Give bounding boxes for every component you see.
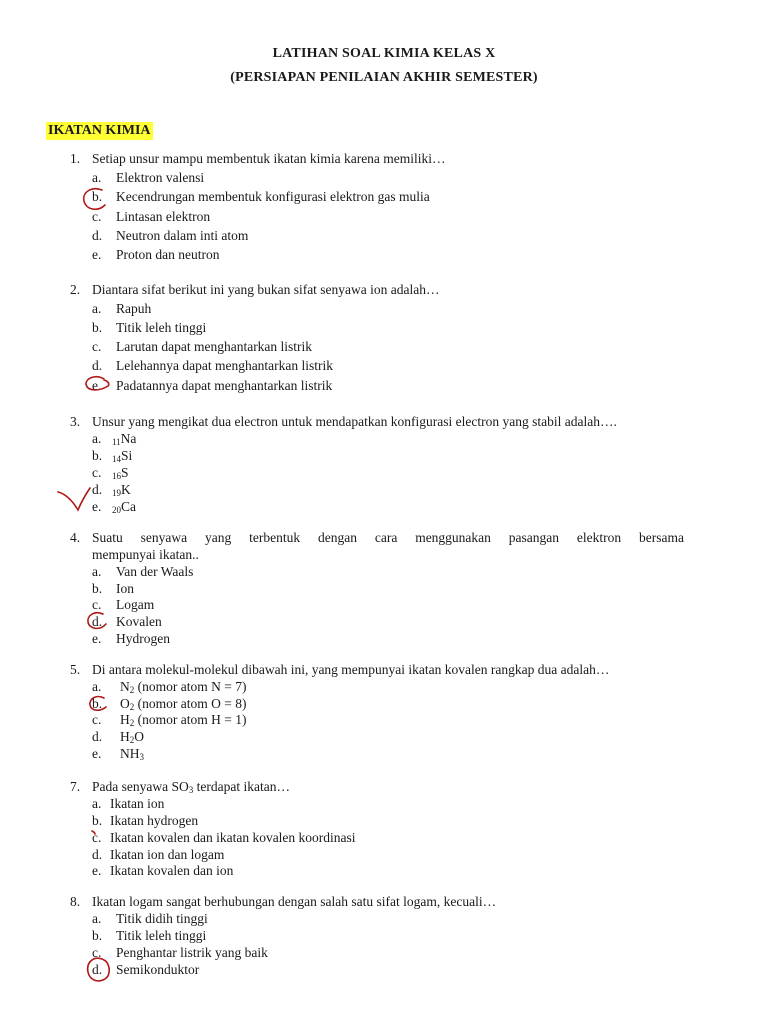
option-text: Logam — [116, 597, 155, 612]
question-number: 7. — [70, 779, 81, 794]
option-7d[interactable] — [92, 846, 224, 863]
option-text: Kovalen — [116, 614, 162, 629]
option-4a[interactable] — [92, 563, 193, 580]
option-letter: c. — [92, 945, 102, 960]
option-letter: d. — [92, 358, 103, 373]
page-title: LATIHAN SOAL KIMIA KELAS X — [272, 46, 496, 61]
question-text: Diantara sifat berikut ini yang bukan sifat senyawa ion adalah… — [92, 282, 440, 297]
option-text: Proton dan neutron — [116, 247, 220, 262]
option-3a[interactable] — [92, 430, 136, 447]
option-letter: c. — [92, 830, 102, 845]
option-text: Neutron dalam inti atom — [116, 228, 249, 243]
option-text: Van der Waals — [116, 564, 194, 579]
option-letter: d. — [92, 614, 103, 629]
option-text: O — [134, 729, 144, 744]
question-number: 5. — [70, 662, 81, 677]
option-text: Ikatan kovalen dan ikatan kovalen koordinasi — [110, 830, 356, 845]
option-letter: c. — [92, 465, 102, 480]
option-3e[interactable] — [92, 498, 136, 515]
option-3d[interactable] — [92, 481, 131, 498]
question-number: 1. — [70, 151, 81, 166]
question-1 — [70, 150, 446, 167]
option-letter: d. — [92, 228, 103, 243]
option-letter: a. — [92, 301, 102, 316]
option-8b[interactable] — [92, 927, 206, 944]
option-text: (nomor atom N = 7) — [134, 679, 247, 694]
question-number: 3. — [70, 414, 81, 429]
formula: O — [120, 696, 130, 711]
option-2c[interactable] — [92, 338, 312, 355]
page-subtitle: (PERSIAPAN PENILAIAN AKHIR SEMESTER) — [230, 70, 538, 85]
formula-subscript: 3 — [139, 752, 144, 762]
question-text: Pada senyawa SO — [92, 779, 189, 794]
formula: N — [120, 679, 130, 694]
option-text: Penghantar listrik yang baik — [116, 945, 268, 960]
formula-subscript: 2 — [129, 735, 135, 745]
option-text: Lelehannya dapat menghantarkan listrik — [116, 358, 334, 373]
option-text: Elektron valensi — [116, 170, 205, 185]
option-letter: e. — [92, 247, 102, 262]
option-letter: e. — [92, 499, 102, 514]
option-text: (nomor atom H = 1) — [134, 712, 247, 727]
option-4e[interactable] — [92, 630, 170, 647]
option-text: (nomor atom O = 8) — [134, 696, 247, 711]
option-text: Rapuh — [116, 301, 152, 316]
option-2d[interactable] — [92, 357, 333, 374]
formula-subscript: 2 — [129, 718, 135, 728]
option-4d[interactable] — [92, 613, 162, 630]
question-8 — [70, 893, 496, 910]
option-1b[interactable] — [92, 188, 430, 205]
option-text: Ca — [121, 499, 136, 514]
option-5d[interactable] — [92, 728, 144, 745]
option-text: K — [121, 482, 131, 497]
option-letter: e. — [92, 378, 102, 393]
option-text: Ikatan kovalen dan ion — [110, 863, 234, 878]
option-3c[interactable] — [92, 464, 129, 481]
option-4c[interactable] — [92, 596, 154, 613]
option-8c[interactable] — [92, 944, 268, 961]
option-letter: a. — [92, 796, 102, 811]
formula-subscript: 2 — [129, 702, 135, 712]
option-letter: a. — [92, 679, 102, 694]
option-letter: b. — [92, 448, 103, 463]
question-7 — [70, 778, 290, 795]
option-letter: b. — [92, 696, 103, 711]
option-1c[interactable] — [92, 208, 210, 225]
option-letter: c. — [92, 597, 102, 612]
question-text: Unsur yang mengikat dua electron untuk mendapatkan konfigurasi electron yang stabil adalah…. — [92, 414, 617, 429]
formula: NH — [120, 746, 140, 761]
option-text: Si — [121, 448, 133, 463]
option-text: S — [121, 465, 129, 480]
answer-check-3e — [58, 488, 90, 510]
option-letter: e. — [92, 746, 102, 761]
question-number: 8. — [70, 894, 81, 909]
question-text: Di antara molekul-molekul dibawah ini, yang mempunyai ikatan kovalen rangkap dua adalah… — [92, 662, 610, 677]
option-letter: c. — [92, 339, 102, 354]
option-text: Ikatan ion dan logam — [110, 847, 225, 862]
atomic-number: 19 — [112, 488, 121, 498]
option-text: Titik leleh tinggi — [116, 928, 207, 943]
option-letter: a. — [92, 170, 102, 185]
question-text-line2: mempunyai ikatan.. — [92, 547, 199, 562]
option-2a[interactable] — [92, 300, 151, 317]
option-7b[interactable] — [92, 812, 198, 829]
option-5a[interactable] — [92, 678, 246, 695]
atomic-number: 16 — [112, 471, 121, 481]
option-letter: d. — [92, 847, 103, 862]
option-7a[interactable] — [92, 795, 164, 812]
question-4-cont — [92, 546, 199, 563]
option-letter: a. — [92, 911, 102, 926]
option-text: Hydrogen — [116, 631, 170, 646]
option-text: Ion — [116, 581, 134, 596]
option-letter: b. — [92, 581, 103, 596]
question-4 — [70, 529, 684, 546]
option-7e[interactable] — [92, 862, 233, 879]
option-letter: b. — [92, 813, 103, 828]
option-letter: d. — [92, 962, 103, 977]
question-text: terdapat ikatan… — [193, 779, 290, 794]
option-text: Larutan dapat menghantarkan listrik — [116, 339, 313, 354]
option-text: Ikatan hydrogen — [110, 813, 199, 828]
option-text: Lintasan elektron — [116, 209, 211, 224]
option-1a[interactable] — [92, 169, 204, 186]
atomic-number: 20 — [112, 505, 121, 515]
question-number: 2. — [70, 282, 81, 297]
option-2e[interactable] — [92, 377, 332, 394]
formula-subscript: 2 — [129, 685, 135, 695]
section-heading: IKATAN KIMIA — [48, 123, 151, 138]
question-text: Ikatan logam sangat berhubungan dengan salah satu sifat logam, kecuali… — [92, 894, 497, 909]
option-4b[interactable] — [92, 580, 134, 597]
option-2b[interactable] — [92, 319, 206, 336]
option-letter: c. — [92, 712, 102, 727]
option-5e[interactable] — [92, 745, 144, 762]
option-text: Semikonduktor — [116, 962, 200, 977]
atomic-number: 11 — [112, 437, 121, 447]
question-2 — [70, 281, 440, 298]
option-text: Titik leleh tinggi — [116, 320, 207, 335]
option-letter: d. — [92, 729, 103, 744]
option-5b[interactable] — [92, 695, 246, 712]
option-8d[interactable] — [92, 961, 199, 978]
option-1d[interactable] — [92, 227, 248, 244]
formula: H — [120, 712, 130, 727]
option-text: Titik didih tinggi — [116, 911, 208, 926]
question-text: Setiap unsur mampu membentuk ikatan kimia karena memiliki… — [92, 151, 446, 166]
question-number: 4. — [70, 530, 81, 545]
option-7c[interactable] — [92, 829, 356, 846]
option-text: Kecendrungan membentuk konfigurasi elektron gas mulia — [116, 189, 430, 204]
option-text: Na — [120, 431, 137, 446]
option-text: Padatannya dapat menghantarkan listrik — [116, 378, 333, 393]
option-letter: b. — [92, 320, 103, 335]
formula-subscript: 3 — [188, 785, 194, 795]
option-letter: e. — [92, 631, 102, 646]
option-letter: b. — [92, 189, 103, 204]
question-5 — [70, 661, 609, 678]
atomic-number: 14 — [112, 454, 121, 464]
option-letter: e. — [92, 863, 102, 878]
option-letter: a. — [92, 564, 102, 579]
formula: H — [120, 729, 130, 744]
option-5c[interactable] — [92, 711, 246, 728]
option-text: Ikatan ion — [110, 796, 165, 811]
option-3b[interactable] — [92, 447, 132, 464]
option-letter: c. — [92, 209, 102, 224]
option-letter: b. — [92, 928, 103, 943]
question-text-line1: Suatu senyawa yang terbentuk dengan cara menggunakan pasangan elektron bersama — [92, 530, 684, 545]
question-3 — [70, 413, 617, 430]
option-letter: a. — [92, 431, 102, 446]
option-letter: d. — [92, 482, 103, 497]
option-1e[interactable] — [92, 246, 220, 263]
option-8a[interactable] — [92, 910, 208, 927]
